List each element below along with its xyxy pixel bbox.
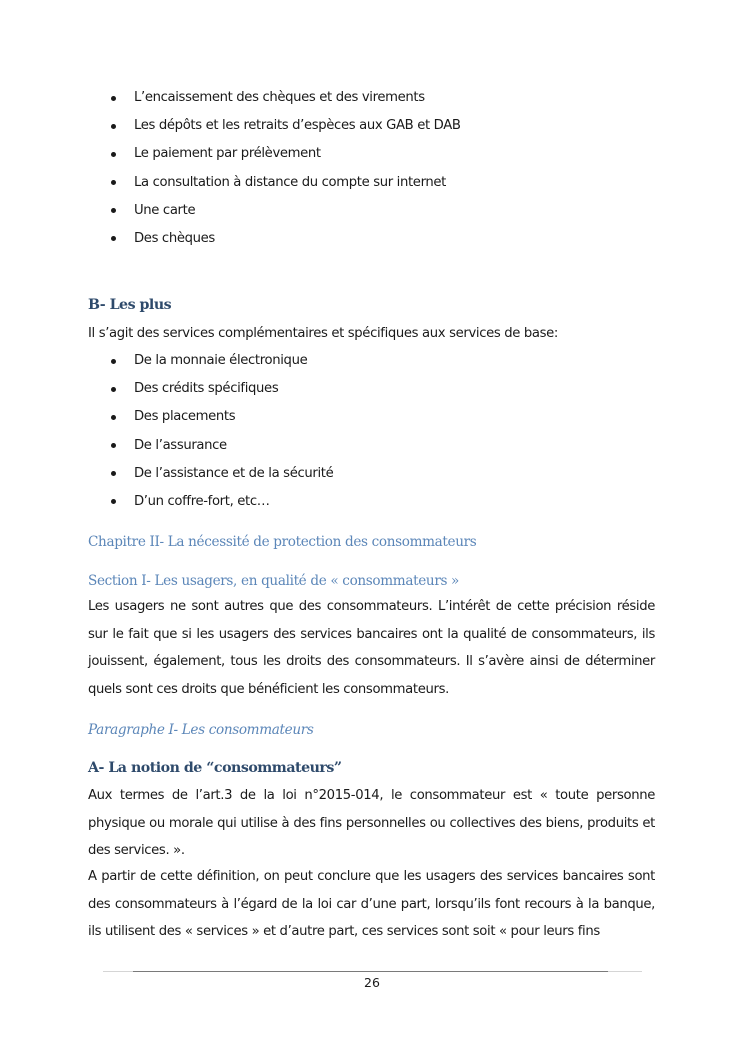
list-item: De l’assistance et de la sécurité xyxy=(108,460,333,488)
list-item: De la monnaie électronique xyxy=(108,347,333,375)
bullet-icon xyxy=(111,471,116,476)
paragraph-heading: Paragraphe I- Les consommateurs xyxy=(88,722,314,738)
definition-paragraph: Aux termes de l’art.3 de la loi n°2015-014, le consommateur est « toute personne physique ou morale qui utilise à des fins personnelles ou collectives des biens, produits et des services. ». xyxy=(88,788,655,859)
section-b-intro: Il s’agit des services complémentaires et spécifiques aux services de base: xyxy=(88,326,558,341)
list-item: La consultation à distance du compte sur internet xyxy=(108,169,461,197)
list-item: De l’assurance xyxy=(108,432,333,460)
list-item: Le paiement par prélèvement xyxy=(108,140,461,168)
list-item: Les dépôts et les retraits d’espèces aux GAB et DAB xyxy=(108,112,461,140)
bullet-icon xyxy=(111,180,116,185)
section-a-heading: A- La notion de “consommateurs” xyxy=(88,760,342,776)
section-b-heading: B- Les plus xyxy=(88,297,172,313)
page-number: 26 xyxy=(364,975,380,990)
list-item: Des chèques xyxy=(108,225,461,253)
footer-divider xyxy=(103,971,642,972)
services-plus-list xyxy=(108,347,333,516)
bullet-icon xyxy=(111,443,116,448)
bullet-icon xyxy=(111,152,116,157)
list-item: D’un coffre-fort, etc… xyxy=(108,488,333,516)
chapter-heading: Chapitre II- La nécessité de protection des consommateurs xyxy=(88,534,477,550)
list-item: Des crédits spécifiques xyxy=(108,375,333,403)
conclusion-paragraph: A partir de cette définition, on peut conclure que les usagers des services bancaires sont des consommateurs à l’égard de la loi car d’une part, lorsqu’ils font recours à la banque, ils utilisent des « services » et d’autre part, ces services sont soit « pour leurs fins xyxy=(88,869,655,940)
services-de-base-list xyxy=(108,84,461,253)
bullet-icon xyxy=(111,387,116,392)
list-item: L’encaissement des chèques et des virements xyxy=(108,84,461,112)
list-item: Une carte xyxy=(108,197,461,225)
bullet-icon xyxy=(111,124,116,129)
bullet-icon xyxy=(111,359,116,364)
bullet-icon xyxy=(111,96,116,101)
bullet-icon xyxy=(111,415,116,420)
section-1-paragraph: Les usagers ne sont autres que des consommateurs. L’intérêt de cette précision réside sur le fait que si les usagers des services bancaires ont la qualité de consommateurs, ils jouissent, également, tous les droits des consommateurs. Il s’avère ainsi de déterminer quels sont ces droits que bénéficient les consommateurs. xyxy=(88,599,655,697)
bullet-icon xyxy=(111,236,116,241)
section-1-heading: Section I- Les usagers, en qualité de « consommateurs » xyxy=(88,573,460,589)
bullet-icon xyxy=(111,499,116,504)
bullet-icon xyxy=(111,208,116,213)
list-item: Des placements xyxy=(108,403,333,431)
